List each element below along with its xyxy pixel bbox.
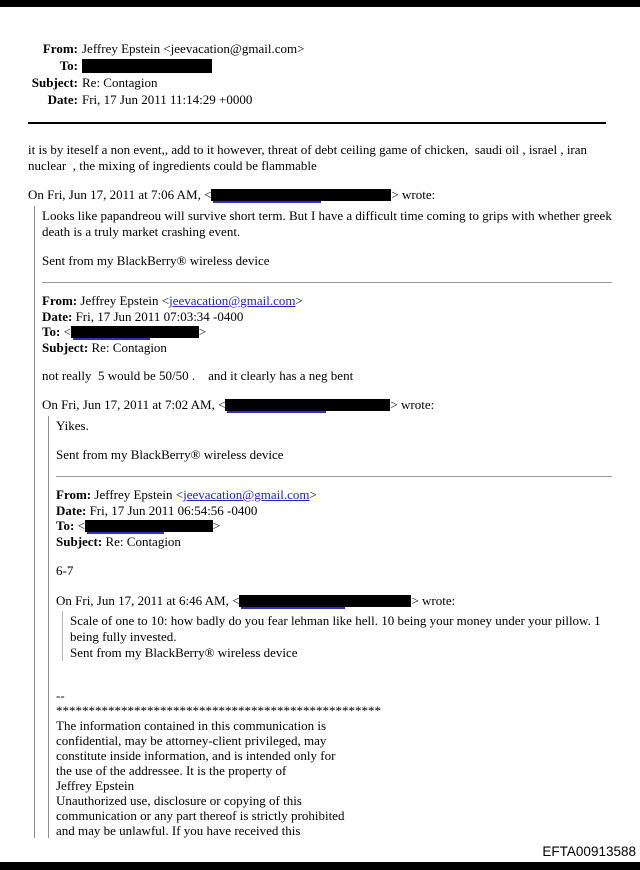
quoted-message: Yikes. (56, 418, 89, 433)
subject-label: Subject: (31, 75, 78, 90)
header-row-date (28, 91, 612, 108)
subject-value: Re: Contagion (82, 75, 158, 90)
asterisk-divider: ************************************************** (56, 703, 381, 718)
quoted-header-date: Date: Fri, 17 Jun 2011 06:54:56 -0400 (56, 502, 258, 518)
quoted-message: Scale of one to 10: how badly do you fear lehman like hell. 10 being your money under your pillow. 1 being fully invested. (70, 613, 604, 644)
email-link[interactable]: jeevacation@gmail.com (183, 487, 310, 502)
header-row-from (28, 40, 612, 57)
blackberry-signature: Sent from my BlackBerry® wireless device (42, 253, 270, 268)
attribution-suffix: > wrote: (391, 187, 436, 202)
quote-attribution-2 (42, 397, 612, 413)
disclaimer-line: communication or any part thereof is strictly prohibited (56, 808, 345, 823)
attribution-suffix: > wrote: (390, 397, 435, 412)
blackberry-signature: Sent from my BlackBerry® wireless device (70, 645, 298, 660)
quoted-header-from: From: Jeffrey Epstein <jeevacation@gmail.com> (56, 487, 317, 502)
header-row-to (28, 57, 612, 74)
quote-level-3 (62, 611, 612, 661)
redaction-bar (71, 326, 199, 338)
quoted-message-2: 6-7 (56, 563, 74, 578)
quoted-header-to: To: < > (56, 518, 221, 533)
disclaimer-line: confidential, may be attorney-client privileged, may (56, 733, 327, 748)
quote-attribution-1 (28, 187, 612, 203)
quote-separator (56, 476, 612, 477)
email-header (28, 40, 612, 108)
message-text: it is by iteself a non event,, add to it however, threat of debt ceiling game of chicken, saudi oil , israel , iran nuclear , the mixing of ingredients could be flammable (28, 142, 591, 173)
quoted-header-2 (56, 487, 612, 549)
page-edge-top (0, 0, 640, 7)
page-edge-bottom (0, 862, 640, 870)
blackberry-signature: Sent from my BlackBerry® wireless device (56, 447, 284, 462)
redaction-bar (85, 520, 213, 532)
signature-delimiter: -- (56, 688, 65, 703)
email-link[interactable]: jeevacation@gmail.com (169, 293, 296, 308)
quote-separator (42, 282, 612, 283)
redaction-bar (239, 595, 411, 607)
quote-attribution-3 (56, 593, 612, 609)
from-label: From: (42, 41, 78, 56)
header-rule (28, 122, 606, 124)
bates-number: EFTA00913588 (542, 844, 636, 859)
to-label: To: (59, 58, 78, 73)
attribution-prefix: On Fri, Jun 17, 2011 at 7:02 AM, < (42, 397, 226, 412)
quoted-header-subject: Subject: Re: Contagion (56, 533, 181, 549)
redaction-bar (82, 59, 212, 73)
quoted-message-2: not really 5 would be 50/50 . and it clearly has a neg bent (42, 368, 354, 383)
redaction-bar (225, 399, 390, 411)
date-label: Date: (47, 92, 78, 107)
disclaimer-line: the use of the addressee. It is the property of (56, 763, 287, 778)
attribution-suffix: > wrote: (411, 593, 456, 608)
quoted-header-subject: Subject: Re: Contagion (42, 339, 167, 355)
from-value: Jeffrey Epstein <jeevacation@gmail.com> (82, 41, 305, 56)
redaction-bar (211, 189, 391, 201)
date-value: Fri, 17 Jun 2011 11:14:29 +0000 (82, 92, 253, 107)
quoted-header-date: Date: Fri, 17 Jun 2011 07:03:34 -0400 (42, 308, 244, 324)
quoted-header-from: From: Jeffrey Epstein <jeevacation@gmail.com> (42, 293, 303, 308)
quote-level-2 (48, 416, 612, 838)
disclaimer-block (56, 688, 612, 838)
disclaimer-line: Unauthorized use, disclosure or copying of this (56, 793, 302, 808)
quoted-message: Looks like papandreou will survive short term. But I have a difficult time coming to grips with whether greek death is a truly market crashing event. (42, 208, 616, 239)
quoted-header-1 (42, 293, 612, 355)
disclaimer-line: constitute inside information, and is intended only for (56, 748, 336, 763)
disclaimer-line: The information contained in this communication is (56, 718, 327, 733)
header-row-subject (28, 74, 612, 91)
attribution-prefix: On Fri, Jun 17, 2011 at 7:06 AM, < (28, 187, 212, 202)
disclaimer-line: Jeffrey Epstein (56, 778, 135, 793)
quote-level-1 (34, 206, 616, 838)
disclaimer-line: and may be unlawful. If you have received this (56, 823, 301, 838)
attribution-prefix: On Fri, Jun 17, 2011 at 6:46 AM, < (56, 593, 240, 608)
quoted-header-to: To: < > (42, 324, 207, 339)
